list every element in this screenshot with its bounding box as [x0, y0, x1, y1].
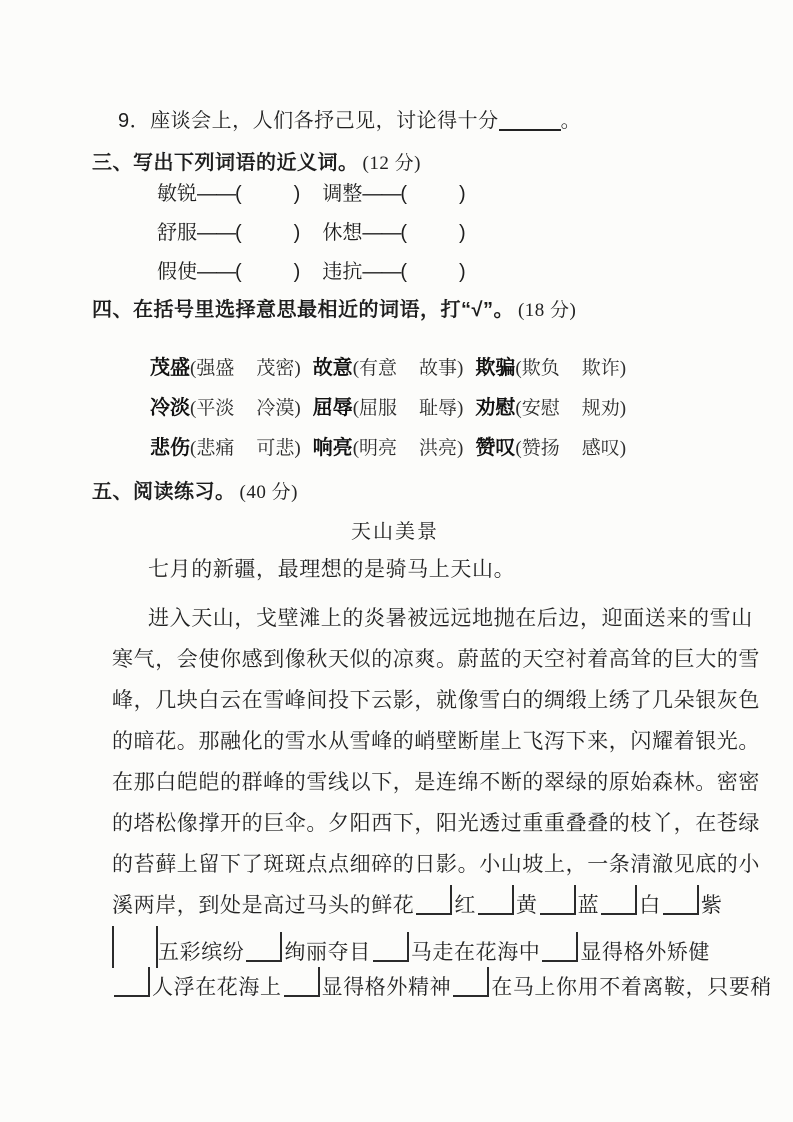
dash: ——: [362, 222, 401, 244]
passage-text: 红: [454, 893, 477, 917]
question-9-text: 9．座谈会上，人们各抒己见，讨论得十分: [118, 110, 499, 132]
punctuation-blank: [284, 967, 320, 997]
choice-options: [190, 398, 301, 419]
passage-line: [112, 926, 712, 967]
passage-text: 蓝: [577, 893, 600, 917]
source-word: 调整: [322, 183, 363, 205]
choice-row: [150, 431, 638, 458]
paren-close: ): [459, 183, 466, 205]
punctuation-blank: [373, 932, 409, 962]
passage-text: 峰，几块白云在雪峰间投下云影，就像雪白的绸缎上绣了几朵银灰色: [112, 688, 760, 712]
punctuation-blank: [416, 885, 452, 915]
choice-group: [312, 357, 464, 379]
passage-line: [112, 680, 760, 721]
choice-options: [190, 438, 301, 459]
passage-text: 寒气，会使你感到像秋天似的凉爽。蔚蓝的天空衬着高耸的巨大的雪: [112, 647, 760, 671]
passage-text: 显得格外精神: [321, 975, 452, 999]
option: 屈服: [359, 398, 398, 419]
source-word: 敏锐: [157, 183, 197, 205]
question-9-answer-blank: [499, 109, 561, 131]
option: 感叹: [581, 438, 620, 459]
paren-open: (: [400, 183, 408, 205]
paren-open: (: [235, 261, 242, 283]
paren-open: (: [352, 398, 360, 419]
passage-line: [112, 967, 773, 1008]
paren-close: ): [293, 222, 301, 244]
choice-options: [515, 358, 626, 379]
passage-line: [112, 639, 760, 680]
punctuation-blank-bar: [112, 926, 114, 968]
section-4-title: 四、在括号里选择意思最相近的词语，打“√”。: [92, 299, 514, 321]
passage-line: [112, 598, 753, 639]
dash: ——: [362, 183, 401, 205]
section-5-heading: [92, 475, 298, 504]
option: 明亮: [359, 438, 398, 459]
passage-text: 显得格外矫健: [580, 940, 711, 964]
choice-options: [190, 358, 301, 379]
paren-close: ): [457, 398, 464, 419]
choice-group: [475, 437, 627, 459]
synonym-pair: [322, 183, 465, 205]
paren-open: (: [352, 358, 360, 379]
section-5-score: (40 分): [239, 482, 298, 503]
passage-text: 五彩缤纷: [158, 940, 245, 964]
source-word: 违抗: [322, 261, 363, 283]
synonym-pair: [322, 261, 465, 283]
passage-text: 黄: [516, 893, 538, 917]
paren-close: ): [293, 183, 301, 205]
option: 耻辱: [419, 398, 458, 419]
passage-text: 紫: [700, 893, 723, 917]
option: 欺诈: [581, 358, 620, 379]
punctuation-blank: [542, 932, 578, 962]
passage-text: 进入天山，戈壁滩上的炎暑被远远地抛在后边，迎面送来的雪山: [148, 606, 753, 630]
question-9-period: 。: [560, 110, 582, 132]
reading-passage: [112, 598, 773, 1008]
choice-word: 故意: [312, 357, 353, 379]
synonym-pair: [157, 222, 300, 244]
paren-open: (: [190, 358, 197, 379]
option: 洪亮: [419, 438, 458, 459]
choice-group: [150, 357, 301, 379]
section-4-score: (18 分): [517, 300, 577, 321]
passage-text: 的暗花。那融化的雪水从雪峰的峭壁断崖上飞泻下来，闪耀着银光。: [112, 729, 760, 753]
paren-open: (: [352, 438, 360, 459]
passage-text: 白: [639, 893, 661, 917]
option: 可悲: [256, 438, 295, 459]
paren-open: (: [515, 358, 522, 379]
option: 安慰: [521, 398, 560, 419]
choice-word: 悲伤: [150, 437, 190, 459]
passage-text: 人浮在花海上: [152, 975, 282, 999]
choice-group: [475, 397, 627, 419]
paren-open: (: [400, 222, 408, 244]
punctuation-blank: [478, 885, 514, 915]
paren-close: ): [457, 358, 464, 379]
paren-close: ): [294, 358, 301, 379]
option: 故事: [419, 358, 458, 379]
reading-title: 天山美景: [351, 521, 439, 543]
question-9: [118, 104, 581, 133]
synonym-pair: [157, 183, 300, 205]
passage-text: 的塔松像撑开的巨伞。夕阳西下，阳光透过重重叠叠的枝丫，在苍绿: [112, 811, 760, 835]
punctuation-blank: [453, 967, 489, 997]
paren-open: (: [400, 261, 408, 283]
choice-word: 茂盛: [150, 357, 190, 379]
paren-close: ): [619, 398, 627, 419]
choice-group: [312, 437, 464, 459]
punctuation-blank: [663, 885, 699, 915]
source-word: 舒服: [157, 222, 197, 244]
choice-group: [312, 397, 464, 419]
punctuation-blank: [246, 932, 282, 962]
passage-text: 在那白皑皑的群峰的雪线以下，是连绵不断的翠绿的原始森林。密密: [112, 770, 760, 794]
paren-close: ): [619, 438, 627, 459]
passage-line: [112, 844, 760, 885]
synonym-pair: [157, 261, 300, 283]
option: 平淡: [196, 398, 235, 419]
paren-open: (: [190, 398, 197, 419]
choice-options: [353, 438, 464, 459]
paren-close: ): [619, 358, 627, 379]
paren-open: (: [235, 183, 242, 205]
choice-group: [475, 357, 627, 379]
synonym-row: [157, 177, 488, 203]
passage-line: [112, 885, 723, 926]
option: 强盛: [196, 358, 235, 379]
paren-open: (: [235, 222, 242, 244]
choice-group: [150, 397, 301, 419]
passage-line: [112, 721, 760, 762]
section-4-heading: [92, 293, 576, 322]
option: 有意: [359, 358, 398, 379]
choice-word: 冷淡: [150, 397, 190, 419]
source-word: 假使: [157, 261, 197, 283]
choice-row: [150, 351, 638, 378]
choice-group: [150, 437, 301, 459]
source-word: 休想: [322, 222, 363, 244]
choice-options: [515, 438, 626, 459]
paren-open: (: [515, 398, 522, 419]
paren-close: ): [459, 222, 466, 244]
reading-paragraph-1: 七月的新疆，最理想的是骑马上天山。: [148, 557, 516, 581]
choice-row: [150, 391, 638, 418]
word-choice-exercise: [150, 351, 638, 471]
synonym-row: [157, 216, 488, 242]
dash: ——: [197, 183, 235, 205]
choice-options: [353, 398, 464, 419]
passage-text: 在马上你用不着离鞍，只要稍: [491, 975, 773, 999]
passage-text: 马走在花海中: [410, 940, 541, 964]
option: 欺负: [521, 358, 560, 379]
synonym-row: [157, 255, 488, 281]
passage-text: 绚丽夺目: [284, 940, 371, 964]
punctuation-blank: [601, 885, 637, 915]
option: 赞扬: [521, 438, 560, 459]
passage-line: [112, 762, 760, 803]
option: 冷漠: [256, 398, 295, 419]
choice-word: 屈辱: [312, 397, 353, 419]
choice-word: 响亮: [312, 437, 353, 459]
paren-close: ): [294, 398, 301, 419]
paren-close: ): [293, 261, 301, 283]
punctuation-blank: [540, 885, 576, 915]
section-3-heading: [92, 146, 421, 175]
passage-text: 溪两岸，到处是高过马头的鲜花: [112, 893, 415, 917]
paren-open: (: [190, 438, 197, 459]
paren-open: (: [515, 438, 522, 459]
section-3-score: (12 分): [362, 153, 421, 174]
passage-line: [112, 803, 760, 844]
option: 悲痛: [196, 438, 235, 459]
paren-close: ): [459, 261, 466, 283]
option: 规劝: [581, 398, 620, 419]
dash: ——: [197, 222, 235, 244]
dash: ——: [197, 261, 235, 283]
section-3-title: 三、写出下列词语的近义词。: [92, 152, 359, 174]
paren-close: ): [294, 438, 301, 459]
section-5-title: 五、阅读练习。: [92, 481, 236, 503]
dash: ——: [362, 261, 401, 283]
choice-options: [353, 358, 464, 379]
paren-close: ): [457, 438, 464, 459]
punctuation-blank: [114, 967, 150, 997]
choice-word: 劝慰: [475, 397, 516, 419]
choice-word: 赞叹: [475, 437, 516, 459]
synonym-exercise: [157, 177, 488, 294]
option: 茂密: [256, 358, 295, 379]
synonym-pair: [322, 222, 465, 244]
choice-options: [515, 398, 626, 419]
passage-text: 的苔藓上留下了斑斑点点细碎的日影。小山坡上，一条清澈见底的小: [112, 852, 760, 876]
choice-word: 欺骗: [475, 357, 516, 379]
